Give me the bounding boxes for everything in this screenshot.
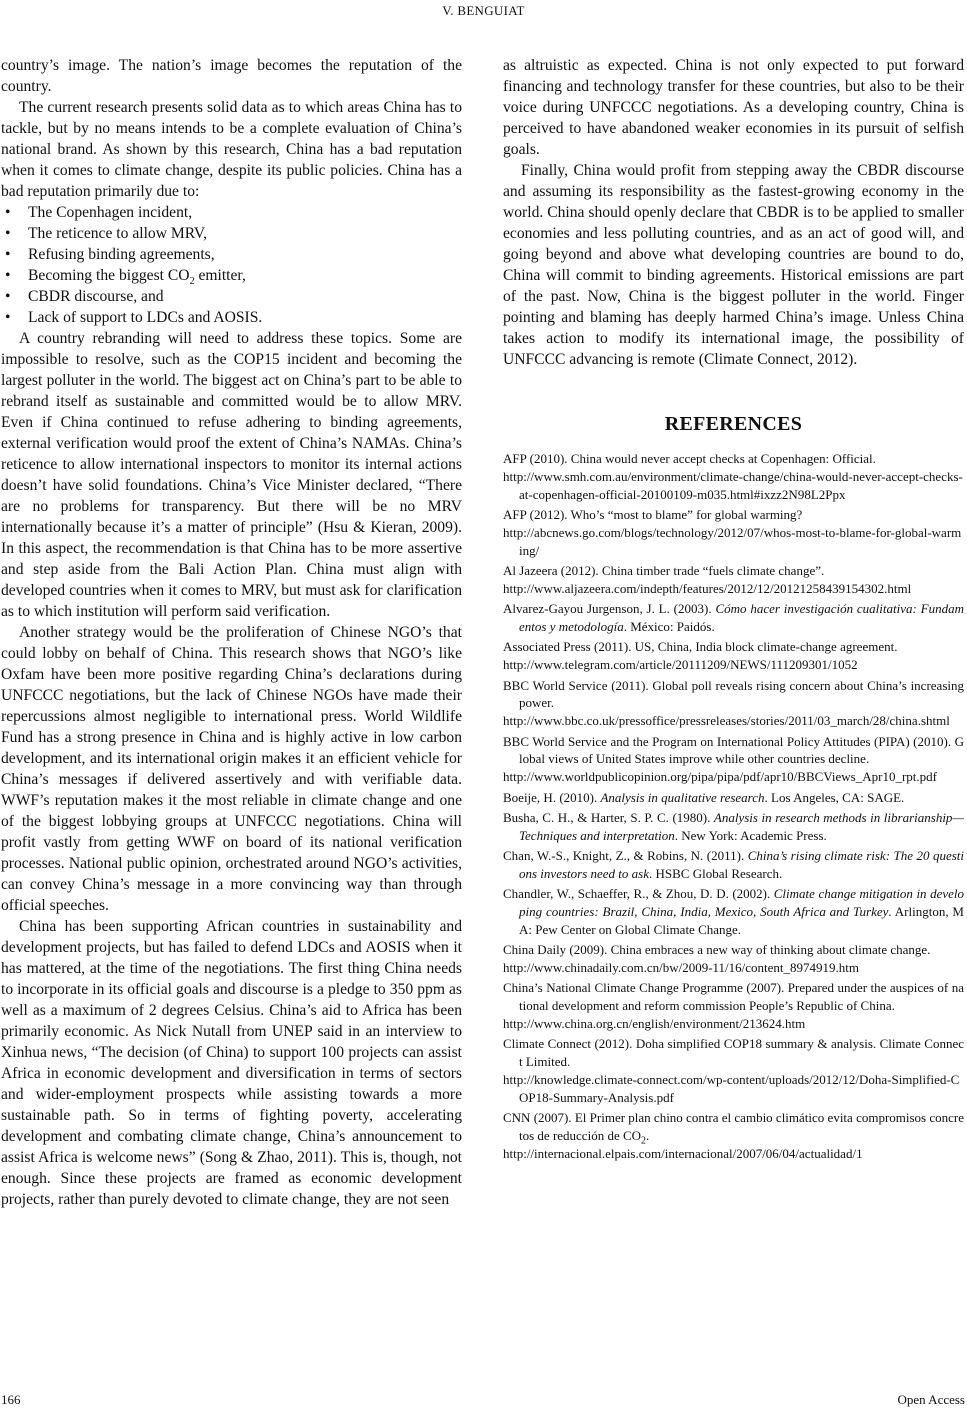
left-column (1, 55, 462, 1210)
reference-text: Chandler, W., Schaeffer, R., & Zhou, D. D. (2002). (503, 886, 774, 902)
paragraph: as altruistic as expected. China is not only expected to put forward financing and technology transfer for these countries, but also to be their voice during UNFCCC negotiations. As a developing country, China is perceived to have abandoned weaker economies in its pursuit of selfish goals. (503, 57, 964, 158)
reference-text: Chan, W.-S., Knight, Z., & Robins, N. (2011). (503, 848, 748, 864)
reference-item (503, 733, 964, 786)
list-item-text: Lack of support to LDCs and AOSIS. (28, 309, 263, 326)
list-item-text: Refusing binding agreements, (28, 246, 215, 263)
subscript: 2 (189, 276, 195, 288)
paragraph: country’s image. The nation’s image becomes the reputation of the country. (1, 57, 462, 95)
reference-url: http://knowledge.climate-connect.com/wp-content/uploads/2012/12/Doha-Simplified-COP18-Summary-Analysis.pdf (503, 1072, 960, 1105)
reference-url: http://www.aljazeera.com/indepth/features/2012/12/20121258439154302.html (503, 580, 912, 596)
paragraph: Finally, China would profit from stepping away the CBDR discourse and assuming its responsibility as the fastest-growing economy in the world. China should openly declare that CBDR is to be applied to smaller economies and less polluting countries, and as an act of good will, and going beyond and above what developing countries are bound to do, China will commit to binding agreements. Historical emissions are part of the past. Now, China is the biggest polluter in the world. Finger pointing and blaming has deeply harmed China’s image. Unless China takes action to modify its international image, the possibility of UNFCCC advancing is remote (Climate Connect, 2012). (503, 162, 964, 368)
bullet-list (1, 202, 462, 328)
list-item-text: CBDR discourse, and (28, 288, 164, 305)
reference-item (503, 1109, 964, 1162)
list-item-text: Becoming the biggest CO (28, 267, 190, 284)
reference-title: China’s rising climate risk: The 20 questions investors need to ask (519, 848, 964, 881)
paragraph: China has been supporting African countries in sustainability and development projects, but has failed to defend LDCs and AOSIS when it has mattered, at the time of the negotiations. The first thing China needs to incorporate in its official goals and discourse is a pledge to 350 ppm as well as a maximum of 2 degrees Celsius. China’s aid to Africa has been primarily economic. As Nick Nutall from UNEP said in an interview to Xinhua news, “The decision (of China) to support 100 projects can assist Africa in economic development and diversification in terms of sectors and wider-employment prospects while assisting towards a more sustainable path. So in terms of fighting poverty, accelerating development and combating climate change, China’s announcement to assist Africa is welcome news” (Song & Zhao, 2011). This is, though, not enough. Since these projects are framed as economic development projects, rather than purely devoted to climate change, they are not seen (1, 918, 462, 1208)
reference-text: . (646, 1128, 650, 1143)
list-item (1, 307, 462, 328)
reference-item (503, 677, 964, 730)
list-item (1, 244, 462, 265)
reference-url: http://www.bbc.co.uk/pressoffice/pressreleases/stories/2011/03_march/28/china.shtml (503, 713, 950, 729)
reference-title: Climate change mitigation in developing countries: Brazil, China, India, Mexico, South Africa and Turkey (519, 886, 964, 920)
list-item-text: The Copenhagen incident, (28, 204, 193, 221)
reference-text: CNN (2007). El Primer plan chino contra el cambio climático evita compromisos concretos de reducción de CO (503, 1110, 965, 1143)
references-heading: REFERENCES (664, 413, 803, 435)
reference-text: Al Jazeera (2012). China timber trade “fuels climate change”. (503, 562, 825, 578)
list-item-text-tail: emitter, (194, 267, 246, 284)
reference-item (503, 847, 964, 883)
paragraph: A country rebranding will need to address these topics. Some are impossible to resolve, such as the COP15 incident and becoming the largest polluter in the world. The biggest act on China’s part to be able to rebrand itself as sustainable and committed would be to allow MRV. Even if China continued to refuse adhering to binding agreements, external verification would proof the extent of China’s NAMAs. China’s reticence to allow international inspectors to monitor its internal actions doesn’t have solid foundations. China’s Vice Minister declared, “There are no problems for transparency. But there will be no MRV internationally because it’s a matter of principle” (Hsu & Kieran, 2009). In this aspect, the recommendation is that China has to be more assertive and step aside from the Bali Action Plan. China must align with developed countries when it comes to MRV, but must ask for clarification as to which institution will perform said verification. (1, 330, 462, 620)
reference-item (503, 885, 964, 938)
reference-item (503, 600, 964, 636)
reference-text: Associated Press (2011). US, China, India block climate-change agreement. (503, 639, 898, 655)
reference-title: Analysis in research methods in librarianship—Techniques and interpretation (519, 809, 964, 843)
references-list (503, 450, 964, 1163)
bullet-icon: • (5, 288, 11, 305)
reference-title: Cómo hacer investigación cualitativa: Fundamentos y metodología (519, 601, 964, 634)
page-number: 166 (1, 1392, 21, 1407)
reference-text: Alvarez-Gayou Jurgenson, J. L. (2003). (503, 601, 716, 617)
reference-text: China Daily (2009). China embraces a new way of thinking about climate change. (503, 942, 931, 958)
reference-url: http://www.telegram.com/article/20111209/NEWS/111209301/1052 (503, 657, 858, 673)
reference-item (503, 638, 964, 674)
reference-item (503, 979, 964, 1032)
reference-item (503, 506, 964, 559)
reference-item (503, 789, 964, 807)
reference-item (503, 562, 964, 598)
reference-url: http://www.smh.com.au/environment/climate-change/china-would-never-accept-checks-at-copenhagen-official-20100109-m035.html#ixzz2N98L2Ppx (503, 468, 963, 502)
reference-url: http://internacional.elpais.com/internacional/2007/06/04/actualidad/1 (503, 1145, 863, 1161)
right-column (503, 55, 964, 1165)
reference-url: http://abcnews.go.com/blogs/technology/2012/07/whos-most-to-blame-for-global-warming/ (503, 524, 962, 558)
reference-item (503, 1035, 964, 1106)
bullet-icon: • (5, 225, 11, 242)
list-item (1, 223, 462, 244)
paragraph: The current research presents solid data as to which areas China has to tackle, but by no means intends to be a complete evaluation of China’s national brand. As shown by this research, China has a bad reputation when it comes to climate change, despite its public policies. China has a bad reputation primarily due to: (1, 99, 462, 200)
list-item-text: The reticence to allow MRV, (28, 225, 208, 242)
reference-text: Boeije, H. (2010). (503, 789, 601, 805)
reference-text: . México: Paidós. (623, 618, 715, 634)
reference-text: BBC World Service and the Program on International Policy Attitudes (PIPA) (2010). Global views of United States improve while other countries decline. (503, 733, 964, 767)
reference-text: AFP (2012). Who’s “most to blame” for global warming? (503, 506, 803, 522)
list-item (1, 202, 462, 223)
reference-item (503, 450, 964, 503)
reference-url: http://www.china.org.cn/english/environment/213624.htm (503, 1016, 806, 1032)
running-head: V. BENGUIAT (442, 3, 525, 18)
reference-item (503, 809, 964, 845)
reference-text: China’s National Climate Change Programme (2007). Prepared under the auspices of national development and reform commission People’s Republic of China. (503, 980, 964, 1014)
bullet-icon: • (5, 309, 11, 326)
bullet-icon: • (5, 267, 11, 284)
reference-item (503, 941, 964, 977)
reference-text: . HSBC Global Research. (648, 865, 783, 881)
reference-url: http://www.worldpublicopinion.org/pipa/pipa/pdf/apr10/BBCViews_Apr10_rpt.pdf (503, 769, 937, 785)
bullet-icon: • (5, 246, 11, 263)
subscript: 2 (641, 1135, 647, 1147)
paragraph: Another strategy would be the proliferation of Chinese NGO’s that could lobby on behalf of China. This research shows that NGO’s like Oxfam have been more positive regarding China’s declarations during UNFCCC negotiations, but the lack of Chinese NGOs have made their repercussions almost negligible to international press. World Wildlife Fund has a strong presence in China and is highly active in low carbon development, and its international origin makes it an efficient vehicle for China’s messages if delivered assertively and with verifiable data. WWF’s reputation makes it the most reliable in climate change and one of the biggest lobbying groups at UNFCCC negotiations. China will profit vastly from getting WWF on board of its national verification processes. National public opinion, orchestrated around NGO’s activities, can convey China’s message in a more convincing way than through official speeches. (1, 624, 462, 914)
list-item (1, 265, 462, 286)
reference-text: BBC World Service (2011). Global poll reveals rising concern about China’s increasing power. (503, 677, 964, 711)
reference-text: . Arlington, MA: Pew Center on Global Climate Change. (519, 904, 964, 937)
footer-label: Open Access (897, 1392, 965, 1407)
reference-title: Analysis in qualitative research (600, 789, 765, 805)
reference-text: Climate Connect (2012). Doha simplified COP18 summary & analysis. Climate Connect Limited. (503, 1036, 964, 1070)
reference-text: . Los Angeles, CA: SAGE. (764, 789, 905, 805)
list-item (1, 286, 462, 307)
reference-text: . New York: Academic Press. (674, 827, 827, 843)
reference-text: Busha, C. H., & Harter, S. P. C. (1980). (503, 809, 714, 825)
reference-text: AFP (2010). China would never accept checks at Copenhagen: Official. (503, 451, 876, 466)
bullet-icon: • (5, 204, 11, 221)
reference-url: http://www.chinadaily.com.cn/bw/2009-11/16/content_8974919.htm (503, 960, 860, 976)
